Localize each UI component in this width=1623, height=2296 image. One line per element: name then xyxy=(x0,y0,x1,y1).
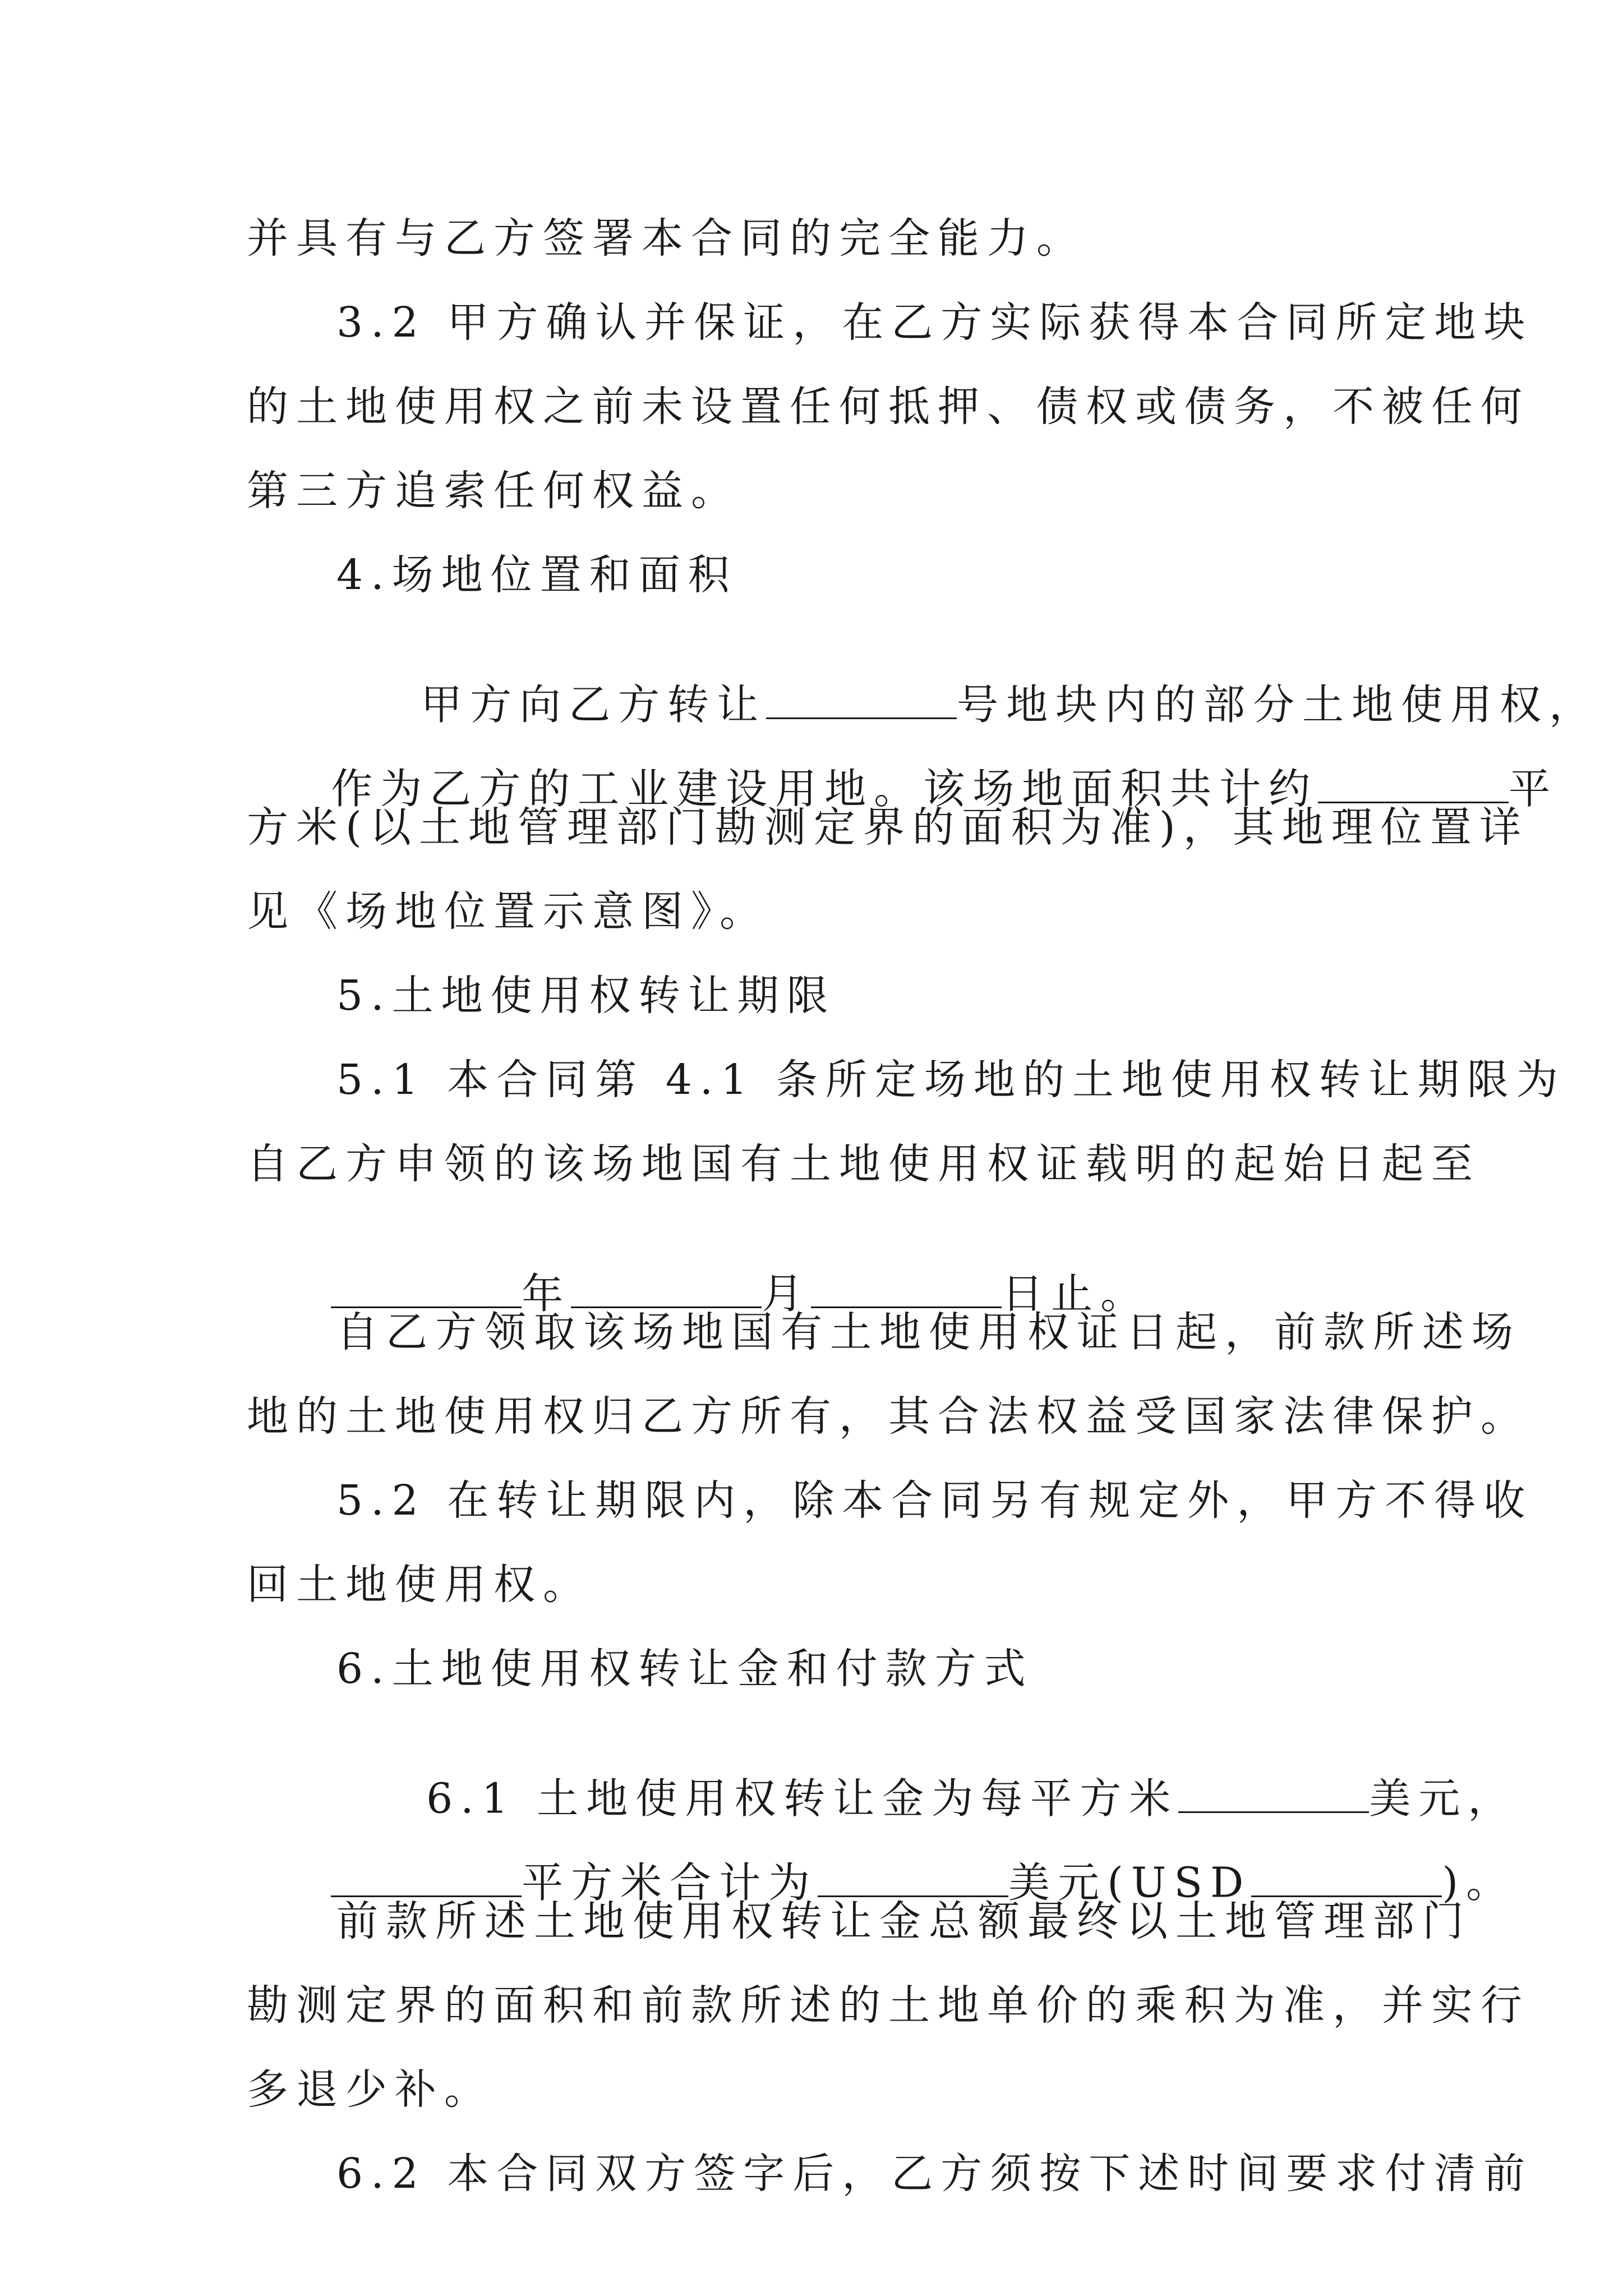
fill-in-blank xyxy=(331,1269,522,1308)
text-line: 地的土地使用权归乙方所有，其合法权益受国家法律保护。 xyxy=(247,1392,1530,1441)
text-line: 5.2 在转让期限内，除本合同另有规定外，甲方不得收 xyxy=(336,1476,1533,1525)
text-segment: 6.1 土地使用权转让金为每平方米 xyxy=(426,1774,1179,1823)
text-segment: 号地块内的部分土地使用权， xyxy=(957,680,1599,729)
text-line: 自乙方领取该场地国有土地使用权证日起，前款所述场 xyxy=(336,1308,1521,1356)
text-segment: 平方米合计为 xyxy=(522,1858,818,1907)
fill-in-blank xyxy=(1178,1774,1369,1813)
text-line: 勘测定界的面积和前款所述的土地单价的乘积为准，并实行 xyxy=(247,1981,1530,2030)
text-line: 回土地使用权。 xyxy=(247,1561,592,1609)
text-segment: )。 xyxy=(1442,1858,1516,1907)
fill-in-blank xyxy=(571,1269,762,1308)
text-line: 方米(以土地管理部门勘测定界的面积为准)，其地理位置详 xyxy=(247,803,1529,852)
text-line: 的土地使用权之前未设置任何抵押、债权或债务，不被任何 xyxy=(247,383,1530,431)
text-segment: 甲方向乙方转让 xyxy=(421,680,767,729)
fill-in-blank xyxy=(331,1858,522,1897)
text-line: 自乙方申领的该场地国有土地使用权证载明的起始日起至 xyxy=(247,1140,1481,1188)
text-line: 第三方追索任何权益。 xyxy=(247,467,740,515)
text-segment: 平 xyxy=(1509,765,1559,813)
text-line: 见《场地位置示意图》。 xyxy=(247,887,769,936)
section-heading: 5.土地使用权转让期限 xyxy=(336,972,836,1020)
text-segment: 作为乙方的工业建设用地。该场地面积共计约 xyxy=(331,765,1318,813)
fill-in-blank xyxy=(1318,764,1509,803)
fill-in-blank xyxy=(818,1858,1008,1897)
text-line: 5.1 本合同第 4.1 条所定场地的土地使用权转让期限为 xyxy=(336,1056,1566,1104)
fill-in-blank xyxy=(811,1269,1002,1308)
fill-in-blank xyxy=(766,680,957,719)
text-line: 3.2 甲方确认并保证，在乙方实际获得本合同所定地块 xyxy=(336,298,1533,347)
text-segment: 月 xyxy=(762,1269,811,1318)
text-segment: 日止。 xyxy=(1002,1269,1150,1318)
text-line: 并具有与乙方签署本合同的完全能力。 xyxy=(247,214,1086,263)
text-line: 6.2 本合同双方签字后，乙方须按下述时间要求付清前 xyxy=(336,2150,1533,2198)
text-segment: 美元， xyxy=(1369,1774,1518,1823)
text-segment: 美元(USD xyxy=(1008,1858,1252,1907)
text-segment: 年 xyxy=(522,1269,571,1318)
text-line: 前款所述土地使用权转让金总额最终以土地管理部门 xyxy=(336,1897,1472,1945)
section-heading: 6.土地使用权转让金和付款方式 xyxy=(336,1645,1034,1693)
text-line: 多退少补。 xyxy=(247,2065,494,2114)
section-heading: 4.场地位置和面积 xyxy=(336,551,737,599)
fill-in-blank xyxy=(1251,1858,1442,1897)
